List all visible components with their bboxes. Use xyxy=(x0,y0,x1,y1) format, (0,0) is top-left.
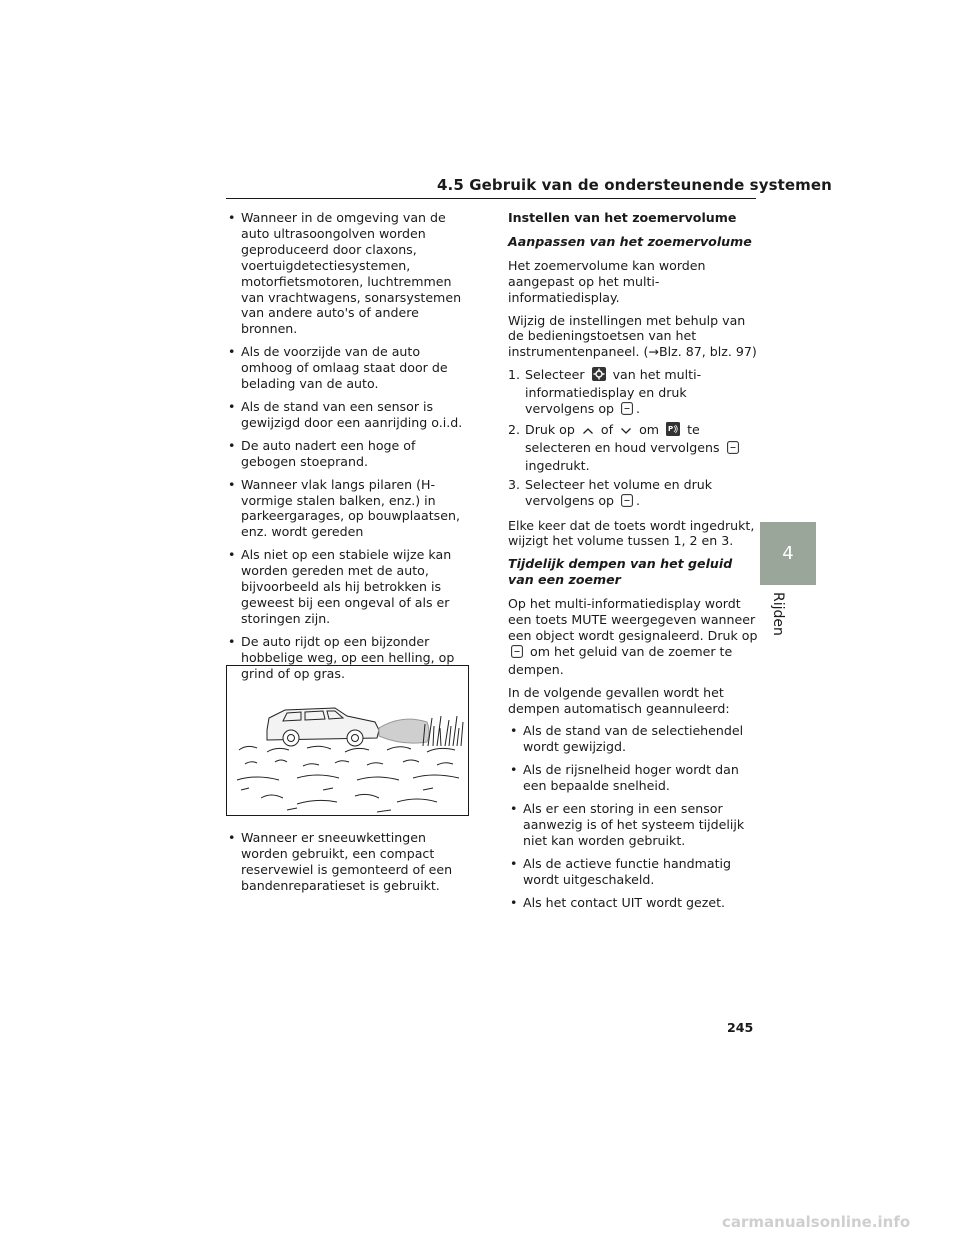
list-item: • De auto nadert een hoge of gebogen stoeprand. xyxy=(228,438,472,470)
list-item: • Als de voorzijde van de auto omhoog of omlaag staat door de belading van de auto. xyxy=(228,344,472,392)
paragraph: Wijzig de instellingen met behulp van de bedieningstoetsen van het instrumentenpaneel. (→Blz. 87, blz. 97) xyxy=(508,312,757,360)
step-text: . xyxy=(636,401,641,417)
chapter-label: Rijden xyxy=(770,592,786,636)
left-column xyxy=(226,210,472,688)
paragraph-text: om het geluid van de zoemer te dempen. xyxy=(508,643,733,677)
chevron-down-icon xyxy=(620,424,632,440)
page-number: 245 xyxy=(727,1020,754,1035)
paragraph: Het zoemervolume kan worden aangepast op het multi-informatiedisplay. xyxy=(508,257,706,305)
step-text: te selecteren en houd vervolgens xyxy=(525,421,720,455)
parking-sensor-icon xyxy=(666,422,680,440)
svg-text:P: P xyxy=(668,424,674,433)
step-2 xyxy=(508,422,758,474)
step-text: . xyxy=(636,492,641,508)
section-heading: Instellen van het zoemervolume xyxy=(508,210,737,225)
paragraph-text: Op het multi-informatiedisplay wordt een toets MUTE weergegeven wanneer een object wordt gesignaleerd. Druk op xyxy=(508,596,758,643)
step-number: 3. xyxy=(508,476,521,492)
step-text: Druk op xyxy=(525,421,575,437)
paragraph xyxy=(508,596,758,678)
left-column-bottom xyxy=(226,830,472,901)
illustration-car-on-rough-terrain xyxy=(226,665,469,816)
step-1 xyxy=(508,367,758,419)
right-column xyxy=(508,210,758,918)
step-text: om xyxy=(639,421,660,437)
step-text: van het multi-informatiedisplay en druk vervolgens op xyxy=(525,367,702,417)
ok-button-icon xyxy=(727,441,739,458)
list-item: • Als de actieve functie handmatig wordt uitgeschakeld. xyxy=(510,856,758,888)
paragraph: Elke keer dat de toets wordt ingedrukt, wijzigt het volume tussen 1, 2 en 3. xyxy=(508,517,755,549)
settings-icon xyxy=(592,367,606,385)
list-item: • Als niet op een stabiele wijze kan worden gereden met de auto, bijvoorbeeld als hij betrokken is geweest bij een ongeval of als er storingen zijn. xyxy=(228,547,472,627)
list-item: • Wanneer in de omgeving van de auto ultrasoongolven worden geproduceerd door claxons, voertuigdetectiesystemen, motorfietsmotoren, luchtremmen van vrachtwagens, sonarsystemen van andere auto's of andere bronnen. xyxy=(228,210,472,337)
step-number: 1. xyxy=(508,367,521,383)
subheading-adjust-volume: Aanpassen van het zoemervolume xyxy=(508,233,752,249)
paragraph: In de volgende gevallen wordt het dempen automatisch geannuleerd: xyxy=(508,684,730,716)
list-item: • Wanneer vlak langs pilaren (H-vormige stalen balken, enz.) in parkeergarages, op bouwplaatsen, enz. wordt gereden xyxy=(228,477,472,541)
list-item: • De auto rijdt op een bijzonder hobbelige weg, op een helling, op grind of op gras. xyxy=(228,634,472,682)
list-item: • Als de stand van de selectiehendel wordt gewijzigd. xyxy=(510,723,758,755)
step-text: Selecteer xyxy=(525,367,585,383)
ok-button-icon xyxy=(621,494,633,511)
step-text: Selecteer het volume en druk vervolgens op xyxy=(525,476,713,508)
list-item: • Als het contact UIT wordt gezet. xyxy=(510,895,758,911)
step-number: 2. xyxy=(508,421,521,437)
list-item: • Wanneer er sneeuwkettingen worden gebruikt, een compact reservewiel is gemonteerd of een bandenreparatieset is gebruikt. xyxy=(228,830,472,894)
list-item: • Als er een storing in een sensor aanwezig is of het systeem tijdelijk niet kan worden gebruikt. xyxy=(510,801,758,849)
chevron-up-icon xyxy=(582,424,594,440)
ok-button-icon xyxy=(511,645,523,662)
section-header: 4.5 Gebruik van de ondersteunende systemen xyxy=(437,176,832,194)
subheading-mute: Tijdelijk dempen van het geluid van een zoemer xyxy=(508,556,733,588)
step-text: of xyxy=(600,421,614,437)
watermark: carmanualsonline.info xyxy=(722,1213,911,1231)
chapter-number: 4 xyxy=(782,543,794,564)
step-text: ingedrukt. xyxy=(525,457,590,473)
header-rule xyxy=(226,198,756,199)
list-item: • Als de rijsnelheid hoger wordt dan een bepaalde snelheid. xyxy=(510,762,758,794)
list-item: • Als de stand van een sensor is gewijzigd door een aanrijding o.i.d. xyxy=(228,399,472,431)
step-3 xyxy=(508,477,758,511)
ok-button-icon xyxy=(621,402,633,419)
car-illustration xyxy=(227,666,469,816)
